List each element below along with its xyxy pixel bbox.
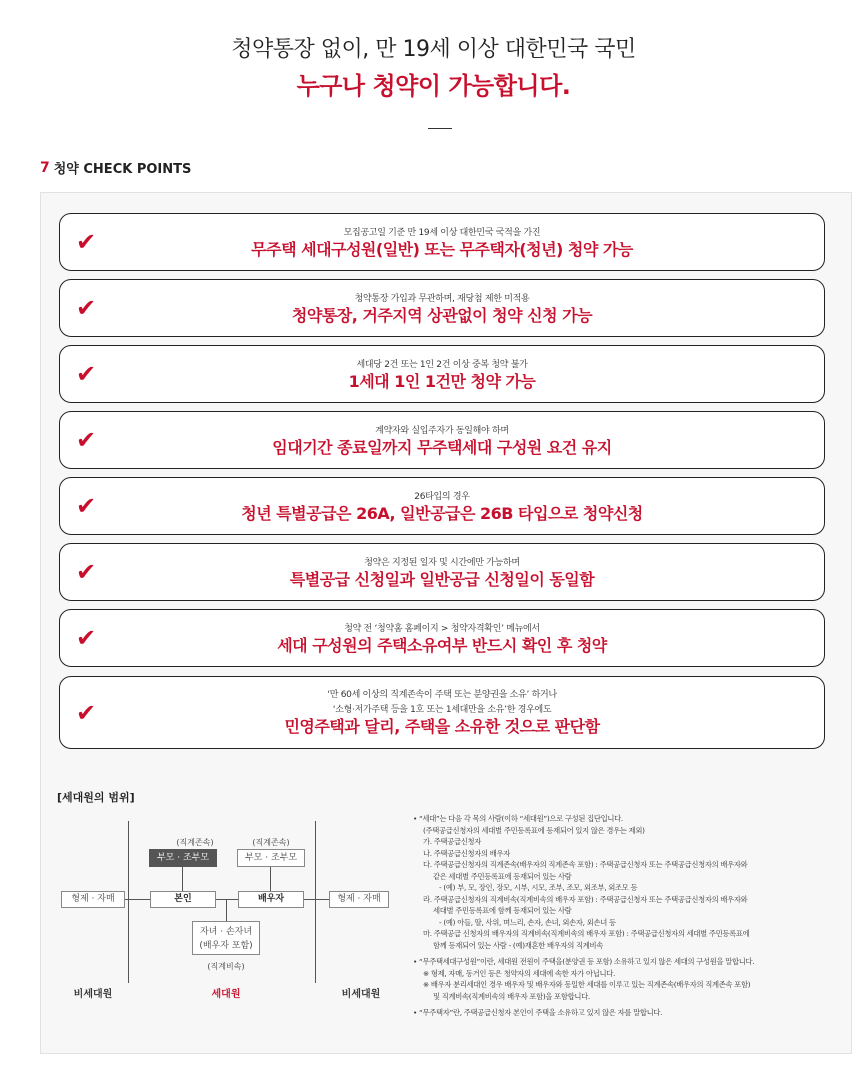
note-line: - (예) 아들, 딸, 사위, 며느리, 손자, 손녀, 외손자, 외손녀 등 [439, 917, 616, 927]
check-icon: ✔ [76, 624, 97, 652]
household-diagram [41, 803, 411, 1053]
card-subtext: ‘만 60세 이상의 직계존속이 주택 또는 분양권을 소유’ 하거나 [327, 690, 557, 700]
check-icon: ✔ [76, 426, 97, 454]
non-member-label: 비세대원 [341, 989, 381, 1000]
check-icon: ✔ [76, 698, 97, 727]
note-line: • “무주택세대구성원”이란, 세대원 전원이 주택을(분양권 등 포함) 소유하고 있지 않은 세대의 구성원을 말합니다. [413, 957, 755, 966]
household-range-title: [세대원의 범위] [57, 791, 135, 804]
connector-line [226, 899, 227, 921]
note-line: ※ 배우자 분리세대인 경우 배우자 및 배우자와 동일한 세대를 이루고 있는 직계존속(배우자의 직계존속 포함) [423, 980, 751, 989]
card-main-text: 특별공급 신청일과 일반공급 신청일이 동일함 [289, 570, 595, 589]
connector-line [270, 867, 271, 891]
check-card [59, 213, 825, 271]
check-card [59, 477, 825, 535]
check-card [59, 345, 825, 403]
sibling-box: 형제 · 자매 [329, 891, 389, 908]
note-line: • “무주택자”란, 주택공급신청자 본인이 주택을 소유하고 있지 않은 자를 말합니다. [413, 1008, 663, 1017]
note-line: 마. 주택공급 신청자의 배우자의 직계비속(직계비속의 배우자 포함) : 주택공급신청자의 세대별 주민등록표에 [423, 929, 750, 938]
note-line: 및 직계비속(직계비속의 배우자 포함)을 포함합니다. [433, 991, 590, 1001]
page-header [0, 36, 867, 102]
card-main-text: 무주택 세대구성원(일반) 또는 무주택자(청년) 청약 가능 [251, 240, 633, 259]
card-subtext: 청약통장 가입과 무관하며, 재당첨 제한 미적용 [354, 294, 530, 304]
card-main-text: 세대 구성원의 주택소유여부 반드시 확인 후 청약 [277, 636, 607, 655]
check-card [59, 279, 825, 337]
card-subtext: 모집공고일 기준 만 19세 이상 대한민국 국적을 가진 [343, 228, 541, 238]
card-subtext: ‘소형·저가주택 등을 1호 또는 1세대만을 소유’한 경우에도 [332, 705, 552, 715]
card-main-text: 민영주택과 달리, 주택을 소유한 것으로 판단함 [284, 717, 600, 736]
sibling-box: 형제 · 자매 [61, 891, 125, 908]
section-title [40, 158, 191, 177]
card-subtext: 계약자와 실입주자가 동일해야 하며 [375, 426, 509, 436]
spouse-parents-box: 부모 · 조부모 [237, 849, 305, 867]
note-line: 가. 주택공급신청자 [423, 837, 482, 846]
household-notes [413, 813, 843, 1019]
note-line: 라. 주택공급신청자의 직계비속(직계비속의 배우자 포함) : 주택공급신청자 또는 주택공급신청자의 배우자와 [423, 894, 748, 904]
note-line: (주택공급신청자의 세대별 주민등록표에 등재되어 있지 않은 경우는 제외) [423, 825, 645, 835]
children-label: 자녀 · 손자녀 [199, 927, 253, 937]
check-icon: ✔ [76, 294, 97, 322]
children-sublabel: (배우자 포함) [199, 941, 253, 951]
children-box [192, 921, 260, 955]
note-line: 함께 등재되어 있는 사람 - (예)재혼한 배우자의 직계비속 [433, 940, 604, 950]
separator-line [315, 821, 316, 983]
card-main-text: 청년 특별공급은 26A, 일반공급은 26B 타입으로 청약신청 [241, 504, 643, 523]
spouse-box: 배우자 [238, 891, 304, 908]
descendant-label: (직계비속) [207, 962, 245, 971]
card-subtext: 세대당 2건 또는 1인 2건 이상 중복 청약 불가 [356, 360, 528, 370]
header-divider [428, 128, 452, 129]
parents-box: 부모 · 조부모 [149, 849, 217, 867]
card-main-text: 임대기간 종료일까지 무주택세대 구성원 요건 유지 [272, 438, 612, 457]
note-line: 같은 세대별 주민등록표에 등재되어 있는 사람 [433, 871, 572, 881]
member-label: 세대원 [211, 989, 241, 1000]
header-line-1: 청약통장 없이, 만 19세 이상 대한민국 국민 [231, 37, 636, 62]
check-card [59, 543, 825, 601]
check-icon: ✔ [76, 558, 97, 586]
note-line: • “세대”는 다음 각 목의 사람(이하 “세대원”)으로 구성된 집단입니다. [413, 814, 623, 823]
section-mark-icon: 7 [40, 159, 50, 176]
connector-line [182, 867, 183, 891]
section-title-text: 청약 CHECK POINTS [53, 162, 192, 177]
check-icon: ✔ [76, 228, 97, 256]
ascendant-label: (직계존속) [176, 838, 214, 847]
header-line-2: 누구나 청약이 가능합니다. [296, 72, 571, 100]
note-line: 세대별 주민등록표에 함께 등재되어 있는 사람 [433, 906, 572, 915]
card-main-text: 청약통장, 거주지역 상관없이 청약 신청 가능 [291, 306, 593, 325]
card-main-text: 1세대 1인 1건만 청약 가능 [348, 372, 536, 391]
note-line: 나. 주택공급신청자의 배우자 [423, 848, 511, 858]
non-member-label: 비세대원 [73, 989, 113, 1000]
check-icon: ✔ [76, 492, 97, 520]
self-box: 본인 [150, 891, 216, 908]
check-card [59, 609, 825, 667]
check-card [59, 676, 825, 749]
separator-line [128, 821, 129, 983]
ascendant-label: (직계존속) [252, 838, 290, 847]
note-line: - (예) 부, 모, 장인, 장모, 시부, 시모, 조부, 조모, 외조부, 외조모 등 [439, 883, 638, 892]
check-icon: ✔ [76, 360, 97, 388]
card-subtext: 26타입의 경우 [414, 492, 470, 502]
check-points-box [40, 192, 852, 1054]
check-card [59, 411, 825, 469]
card-subtext: 청약 전 ‘청약홈 홈페이지 > 청약자격확인’ 메뉴에서 [344, 624, 540, 634]
note-line: 다. 주택공급신청자의 직계존속(배우자의 직계존속 포함) : 주택공급신청자 또는 주택공급신청자의 배우자와 [423, 860, 748, 869]
card-subtext: 청약은 지정된 일자 및 시간에만 가능하며 [364, 558, 520, 568]
note-line: ※ 형제, 자매, 동거인 등은 청약자의 세대에 속한 자가 아닙니다. [423, 968, 616, 978]
